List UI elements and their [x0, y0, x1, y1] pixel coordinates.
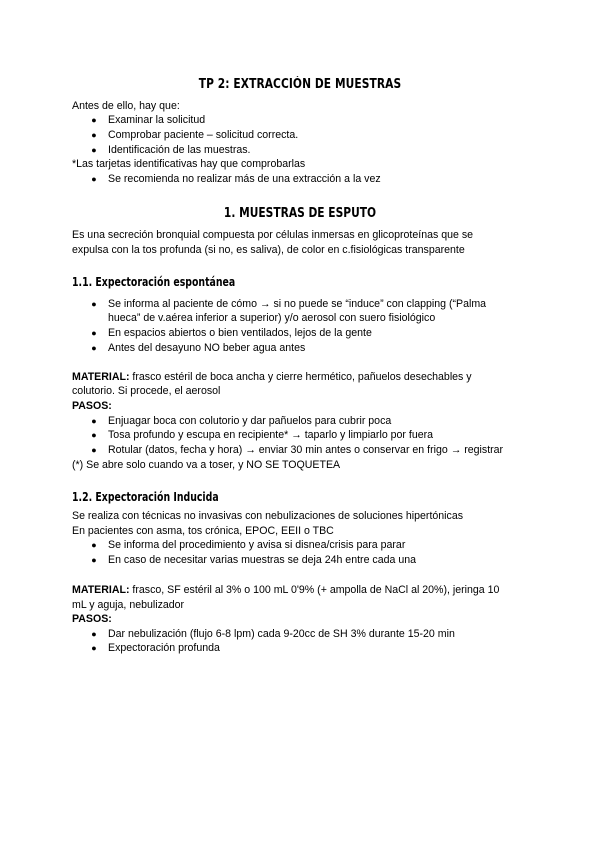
material-text: mL y aguja, nebulizador	[72, 599, 185, 611]
material-text: frasco, SF estéril al 3% o 100 mL 0'9% (+ ampolla de NaCl al 20%), jeringa 10	[129, 584, 500, 596]
list-item: Dar nebulización (flujo 6-8 lpm) cada 9-20cc de SH 3% durante 15-20 min	[108, 628, 455, 640]
bullet-icon: ●	[91, 299, 97, 309]
footnote: (*) Se abre solo cuando va a toser, y NO SE TOQUETEA	[72, 459, 341, 471]
bullet-icon: ●	[91, 115, 97, 125]
list-item: Enjuagar boca con colutorio y dar pañuelos para cubrir poca	[108, 415, 392, 427]
list-item: Se informa al paciente de cómo → si no puede se “induce” con clapping (“Palma	[108, 298, 487, 310]
list-item: Tosa profundo y escupa en recipiente* → taparlo y limpiarlo por fuera	[108, 429, 434, 441]
bullet-icon: ●	[91, 430, 97, 440]
intro-note: *Las tarjetas identificativas hay que comprobarlas	[72, 158, 306, 170]
list-item: En caso de necesitar varias muestras se deja 24h entre cada una	[108, 554, 416, 566]
subsection-heading: 1.1. Expectoración espontánea	[72, 275, 236, 289]
bullet-icon: ●	[91, 145, 97, 155]
bullet-icon: ●	[91, 328, 97, 338]
material-text: colutorio. Si procede, el aerosol	[72, 385, 221, 397]
bullet-icon: ●	[91, 445, 97, 455]
material-label: MATERIAL:	[72, 371, 130, 383]
list-item: Examinar la solicitud	[108, 114, 206, 126]
list-item-continuation: hueca” de v.aérea inferior a superior) y/o aerosol con suero fisiológico	[108, 312, 436, 324]
list-item: Rotular (datos, fecha y hora) → enviar 30 min antes o conservar en frigo → registrar	[108, 444, 504, 456]
bullet-icon: ●	[91, 130, 97, 140]
bullet-icon: ●	[91, 629, 97, 639]
material-line	[72, 370, 472, 384]
paragraph-line: Se realiza con técnicas no invasivas con nebulizaciones de soluciones hipertónicas	[72, 510, 464, 522]
page-title: TP 2: EXTRACCIÓN DE MUESTRAS	[198, 77, 402, 92]
list-item: Se informa del procedimiento y avisa si disnea/crisis para parar	[108, 539, 406, 551]
list-item: Antes del desayuno NO beber agua antes	[108, 342, 306, 354]
bullet-icon: ●	[91, 555, 97, 565]
section-heading: 1. MUESTRAS DE ESPUTO	[223, 206, 377, 221]
list-item: En espacios abiertos o bien ventilados, lejos de la gente	[108, 327, 372, 339]
pasos-label: PASOS:	[72, 400, 112, 412]
bullet-icon: ●	[91, 416, 97, 426]
pasos-label: PASOS:	[72, 613, 112, 625]
section-desc: Es una secreción bronquial compuesta por células inmersas en glicoproteínas que se	[72, 229, 474, 241]
material-line	[72, 583, 499, 597]
list-item: Se recomienda no realizar más de una extracción a la vez	[108, 173, 381, 185]
material-label: MATERIAL:	[72, 584, 130, 596]
paragraph-line: En pacientes con asma, tos crónica, EPOC, EEII o TBC	[72, 525, 334, 537]
material-text: frasco estéril de boca ancha y cierre hermético, pañuelos desechables y	[129, 371, 472, 383]
list-item: Identificación de las muestras.	[108, 144, 251, 156]
section-desc: expulsa con la tos profunda (si no, es saliva), de color en c.fisiológicas transparente	[72, 244, 465, 256]
bullet-icon: ●	[91, 174, 97, 184]
intro-lead: Antes de ello, hay que:	[72, 100, 180, 112]
bullet-icon: ●	[91, 643, 97, 653]
list-item: Expectoración profunda	[108, 642, 220, 654]
subsection-heading: 1.2. Expectoración Inducida	[72, 490, 219, 504]
bullet-icon: ●	[91, 343, 97, 353]
bullet-icon: ●	[91, 540, 97, 550]
list-item: Comprobar paciente – solicitud correcta.	[108, 129, 299, 141]
